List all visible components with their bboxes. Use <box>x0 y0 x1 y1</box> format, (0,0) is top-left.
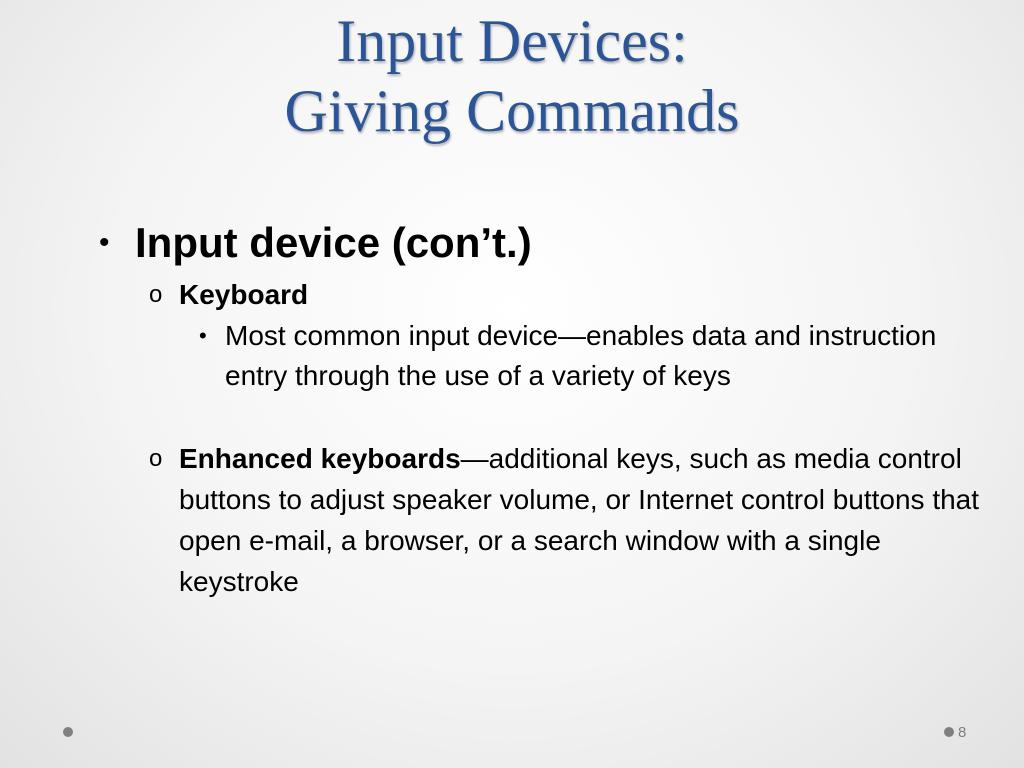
bullet-text: Input device (con’t.) <box>135 219 532 266</box>
subbullet-enhanced-keyboards <box>149 438 999 602</box>
subbullet-marker: o <box>149 281 163 308</box>
decorative-dot-left <box>63 727 73 737</box>
bullet-input-device <box>99 217 532 269</box>
detail-bullet-keyboard <box>199 316 965 396</box>
subbullet-description: —additional keys, such as media control buttons to adjust speaker volume, or Internet control buttons that open e-mail, a browser, or a search window with a single keystroke <box>179 443 980 597</box>
slide-title-line-1: Input Devices: <box>336 8 688 74</box>
subbullet-marker: o <box>149 445 163 472</box>
slide-title-line-2: Giving Commands <box>284 78 740 144</box>
subbullet-keyboard <box>149 276 309 314</box>
subbullet-bold-term: Enhanced keyboards <box>179 443 461 474</box>
detail-bullet-marker: • <box>199 323 207 348</box>
subbullet-text: Keyboard <box>179 279 309 310</box>
decorative-dot-right <box>944 727 954 737</box>
page-number: 8 <box>958 724 967 741</box>
bullet-marker: • <box>99 226 110 259</box>
detail-bullet-text: Most common input device—enables data and instruction entry through the use of a variety of keys <box>225 320 937 391</box>
